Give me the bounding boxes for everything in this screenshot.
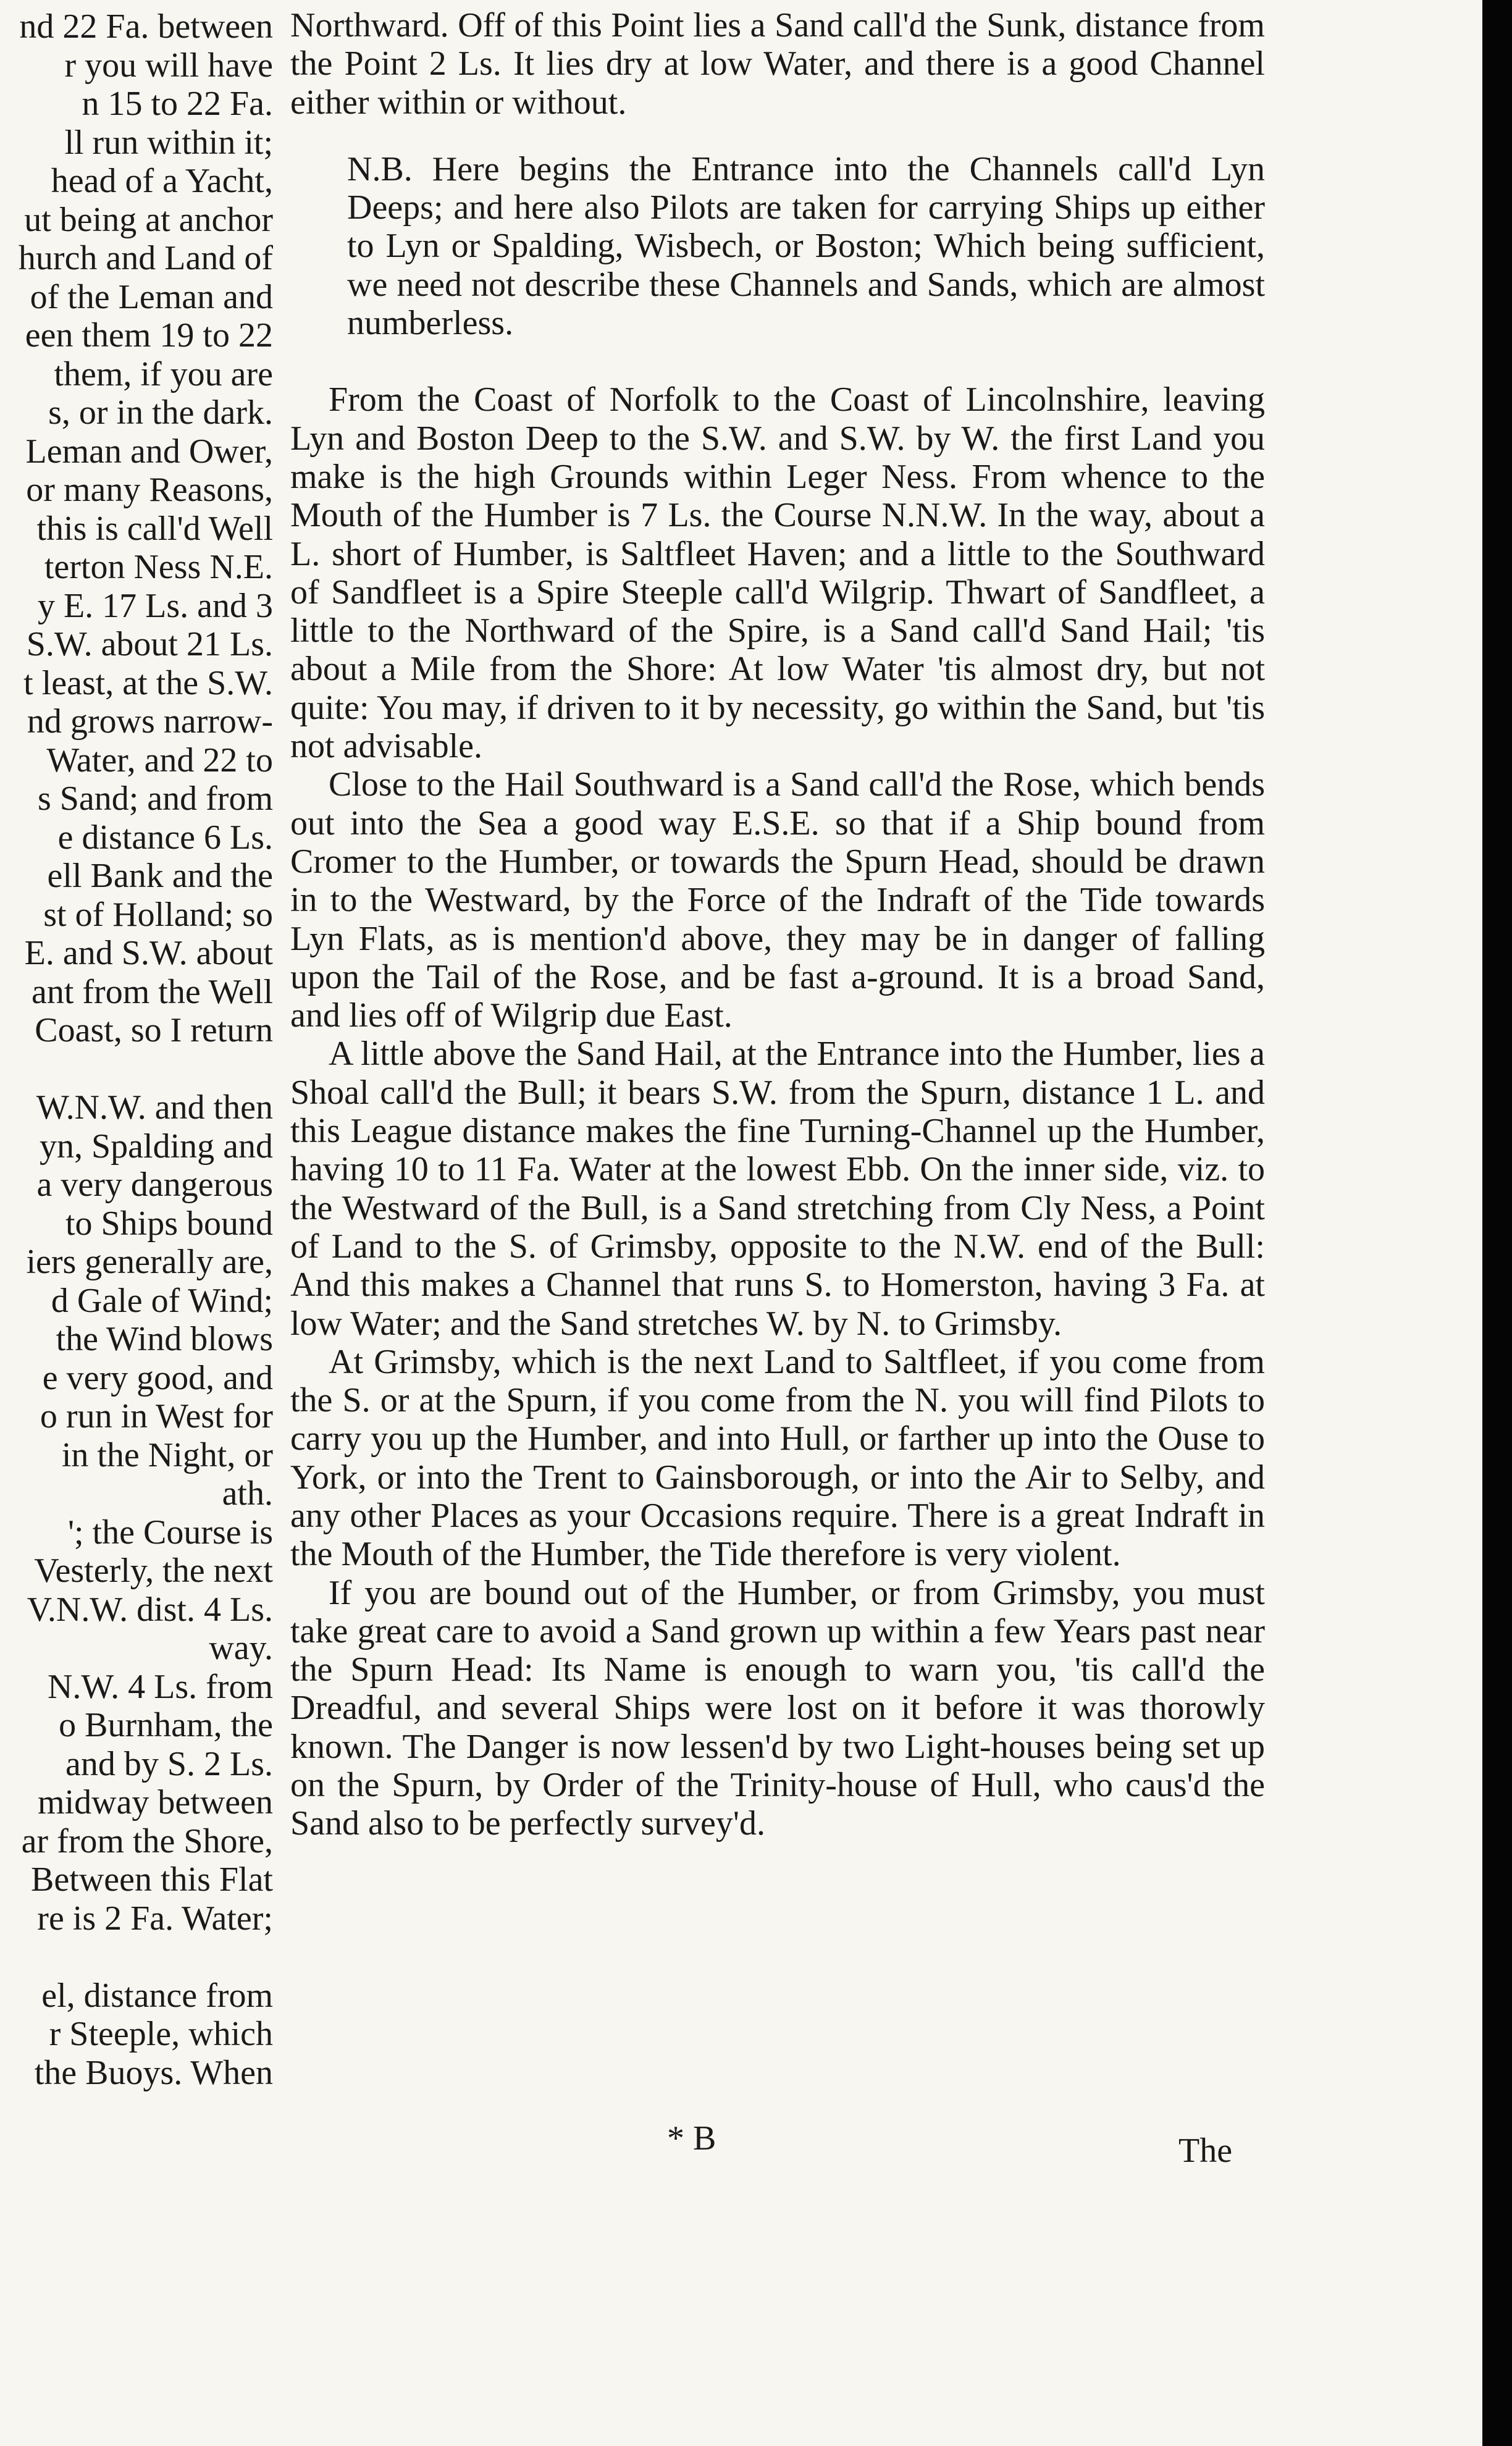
left-fragment-line: s Sand; and from (37, 780, 273, 818)
left-fragment-line: to Ships bound (65, 1204, 273, 1243)
left-fragment-line: ar from the Shore, (21, 1822, 273, 1860)
left-fragment-line: n 15 to 22 Fa. (82, 85, 273, 123)
main-column (290, 6, 1265, 1843)
left-fragment-line: r Steeple, which (49, 2015, 273, 2053)
paragraph-bull-shoal: A little above the Sand Hail, at the Entrance into the Humber, lies a Shoal call'd the Bull; it bears S.W. from the Spurn, distance 1 L. and this League distance makes the fine Turning-Channel up the Humber, having 10 to 11 Fa. Water at the lowest Ebb. On the inner side, viz. to the Westward of the Bull, is a Sand stretching from Cly Ness, a Point of Land to the S. of Grimsby, opposite to the N.W. end of the Bull: And this makes a Channel that runs S. to Homerston, having 3 Fa. at low Water; and the Sand stretches W. by N. to Grimsby. (290, 1035, 1265, 1343)
left-fragment-line: a very dangerous (36, 1166, 273, 1204)
left-fragment-line: e very good, and (42, 1358, 273, 1397)
left-fragment-line (0, 1938, 273, 1977)
left-fragment-line: yn, Spalding and (40, 1127, 273, 1166)
left-fragment-line: d Gale of Wind; (51, 1281, 273, 1320)
page-footer (0, 2119, 1482, 2168)
left-fragment-line: st of Holland; so (43, 895, 273, 934)
paragraph-dreadful-sand: If you are bound out of the Humber, or from Grimsby, you must take great care to avoid a Sand grown up within a few Years past near the Spurn Head: Its Name is enough to warn you, 'tis call'd the Dreadful, and several Ships were lost on it before it was thorowly known. The Danger is now lessen'd by two Light-houses being set up on the Spurn, by Order of the Trinity-house of Hull, who caus'd the Sand also to be perfectly survey'd. (290, 1573, 1265, 1843)
left-fragment-line: this is call'd Well (36, 509, 273, 548)
left-fragment-line: r you will have (64, 46, 273, 85)
left-fragment-line: Between this Flat (31, 1860, 273, 1899)
left-fragment-line: hurch and Land of (18, 239, 273, 277)
left-fragment-line: t least, at the S.W. (23, 663, 273, 702)
left-fragment-line (0, 1050, 273, 1089)
signature-mark: * B (667, 2119, 716, 2158)
left-fragment-line: N.W. 4 Ls. from (47, 1667, 273, 1706)
left-fragment-line: iers generally are, (26, 1243, 273, 1281)
paragraph-northward: Northward. Off of this Point lies a Sand call'd the Sunk, distance from the Point 2 Ls. It lies dry at low Water, and there is a good Channel either within or without. (290, 6, 1265, 122)
left-fragment-line: Coast, so I return (35, 1011, 273, 1049)
left-fragment-line: ath. (222, 1474, 273, 1513)
left-fragment-line: and by S. 2 Ls. (65, 1744, 273, 1783)
left-fragment-line: o Burnham, the (59, 1706, 273, 1744)
left-fragment-line: midway between (38, 1783, 273, 1822)
left-fragment-line: een them 19 to 22 (25, 316, 273, 355)
left-fragment-line: the Wind blows (56, 1320, 273, 1358)
left-fragment-line: ell Bank and the (47, 857, 273, 895)
nota-bene-paragraph: N.B. Here begins the Entrance into the Channels call'd Lyn Deeps; and here also Pilots are taken for carrying Ships up either to Lyn or Spalding, Wisbech, or Boston; Which being sufficient, we need not describe these Channels and Sands, which are almost numberless. (347, 149, 1265, 343)
left-fragment-line: ll run within it; (64, 123, 273, 162)
left-fragment-line: s, or in the dark. (48, 393, 273, 432)
left-fragment-line: el, distance from (41, 1976, 273, 2015)
left-fragment-line: re is 2 Fa. Water; (37, 1899, 273, 1938)
left-fragment-line: E. and S.W. about (24, 934, 273, 972)
catchword: The (1178, 2132, 1233, 2170)
paragraph-norfolk-lincolnshire: From the Coast of Norfolk to the Coast of Lincolnshire, leaving Lyn and Boston Deep to the S.W. and S.W. by W. the first Land you make is the high Grounds within Leger Ness. From whence to the Mouth of the Humber is 7 Ls. the Course N.N.W. In the way, about a L. short of Humber, is Saltfleet Haven; and a little to the Southward of Sandfleet is a Spire Steeple call'd Wilgrip. Thwart of Sandfleet, a little to the Northward of the Spire, is a Sand call'd Sand Hail; 'tis about a Mile from the Shore: At low Water 'tis almost dry, but not quite: You may, if driven to it by necessity, go within the Sand, but 'tis not advisable. (290, 380, 1265, 766)
left-fragment-line: terton Ness N.E. (44, 548, 273, 586)
left-fragment-line: V.N.W. dist. 4 Ls. (27, 1590, 273, 1629)
left-fragment-line: head of a Yacht, (51, 162, 273, 200)
left-fragment-line: Leman and Ower, (25, 432, 273, 471)
left-fragment-line: ant from the Well (31, 972, 273, 1011)
left-fragment-line: the Buoys. When (34, 2053, 273, 2092)
left-fragment-line: Water, and 22 to (46, 741, 273, 780)
left-fragment-line: or many Reasons, (26, 471, 273, 509)
left-fragment-line: in the Night, or (61, 1435, 273, 1474)
left-fragment-line: e distance 6 Ls. (57, 818, 273, 857)
paragraph-rose-sand: Close to the Hail Southward is a Sand call'd the Rose, which bends out into the Sea a good way E.S.E. so that if a Ship bound from Cromer to the Humber, or towards the Spurn Head, should be drawn in to the Westward, by the Force of the Indraft of the Tide towards Lyn Flats, as is mention'd above, they may be in danger of falling upon the Tail of the Rose, and be fast a-ground. It is a broad Sand, and lies off of Wilgrip due East. (290, 765, 1265, 1035)
left-fragment-line: Vesterly, the next (34, 1552, 273, 1590)
left-fragment-line: nd grows narrow- (27, 702, 273, 741)
left-fragment-line: y E. 17 Ls. and 3 (37, 586, 273, 625)
left-fragment-line: way. (209, 1629, 273, 1667)
scan-border (1482, 0, 1512, 2446)
left-fragment-line: W.N.W. and then (36, 1088, 273, 1127)
left-fragment-line: S.W. about 21 Ls. (26, 625, 273, 663)
left-fragment-line: '; the Course is (67, 1513, 273, 1552)
left-fragment-line: ut being at anchor (24, 200, 273, 239)
left-fragment-line: o run in West for (40, 1397, 273, 1435)
paragraph-grimsby-pilots: At Grimsby, which is the next Land to Saltfleet, if you come from the S. or at the Spurn, if you come from the N. you will find Pilots to carry you up the Humber, and into Hull, or farther up into the Ouse to York, or into the Trent to Gainsborough, or into the Air to Selby, and any other Places as your Occasions require. There is a great Indraft in the Mouth of the Humber, the Tide therefore is very violent. (290, 1342, 1265, 1574)
left-fragment-line: of the Leman and (30, 277, 273, 316)
left-page-fragment (0, 7, 273, 2092)
left-fragment-line: nd 22 Fa. between (19, 7, 273, 46)
left-fragment-line: them, if you are (54, 355, 273, 393)
